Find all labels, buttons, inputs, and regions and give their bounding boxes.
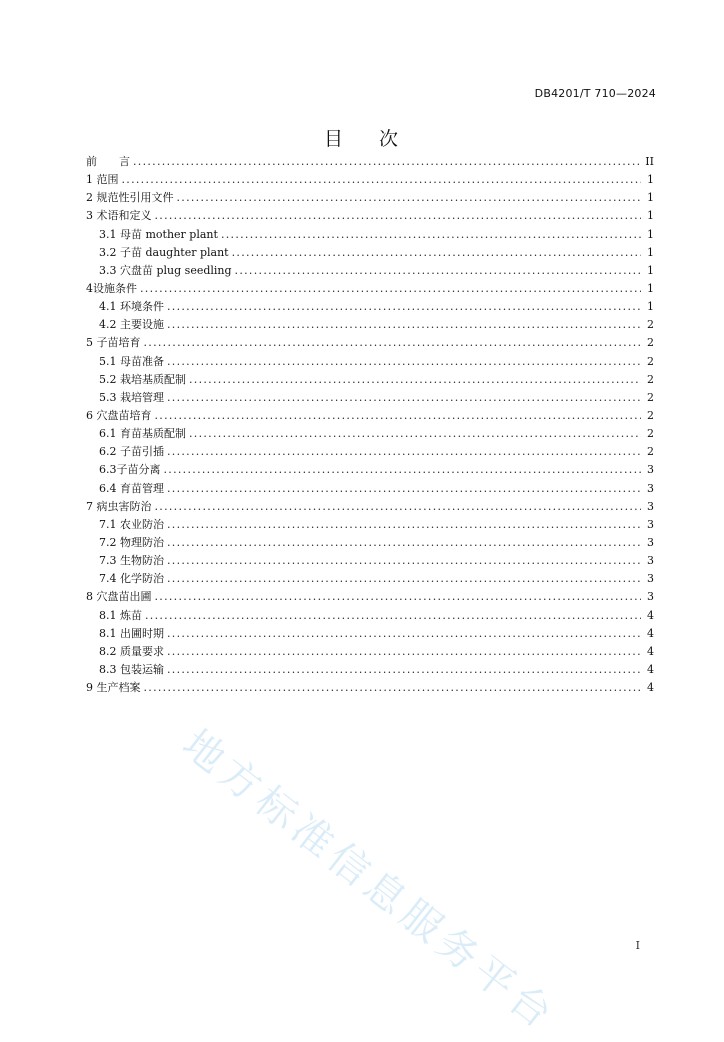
toc-entry[interactable] [86, 516, 654, 534]
toc-leader-dots [167, 625, 641, 643]
toc-entry[interactable] [86, 425, 654, 443]
toc-leader-dots [167, 353, 641, 371]
toc-entry-label: 8.1 炼苗 [99, 608, 142, 622]
toc-leader-dots [167, 570, 641, 588]
toc-entry-page: 3 [647, 481, 654, 495]
toc-entry-label: 5 子苗培育 [86, 336, 141, 350]
toc-entry-page: 3 [647, 517, 654, 531]
toc-entry[interactable] [86, 570, 654, 588]
toc-entry[interactable] [86, 280, 654, 298]
title-char-1: 目 [323, 128, 345, 150]
toc-leader-dots [145, 607, 641, 625]
toc-leader-dots [155, 207, 642, 225]
toc-entry-label: 3.1 母苗 mother plant [99, 227, 218, 241]
toc-entry-page: 3 [647, 463, 654, 477]
toc-entry-label: 6.3子苗分离 [99, 463, 161, 477]
toc-leader-dots [167, 298, 641, 316]
toc-entry-page: 4 [647, 644, 654, 658]
toc-entry-label: 7.2 物理防治 [99, 535, 164, 549]
toc-entry-page: 2 [647, 408, 654, 422]
toc-leader-dots [167, 443, 641, 461]
toc-entry-label: 7.3 生物防治 [99, 554, 164, 568]
toc-entry-label: 5.1 母苗准备 [99, 354, 164, 368]
toc-entry[interactable] [86, 643, 654, 661]
toc-entry[interactable] [86, 461, 654, 479]
toc-entry[interactable] [86, 316, 654, 334]
toc-leader-dots [155, 498, 642, 516]
toc-entry-page: 1 [647, 300, 654, 314]
toc-entry[interactable] [86, 262, 654, 280]
toc-entry-page: 2 [647, 318, 654, 332]
standard-code: DB4201/T 710—2024 [534, 87, 656, 100]
toc-leader-dots [144, 334, 642, 352]
toc-entry[interactable] [86, 153, 654, 171]
toc-entry-page: 2 [647, 372, 654, 386]
toc-leader-dots [144, 679, 642, 697]
toc-entry-label: 3.3 穴盘苗 plug seedling [99, 263, 232, 277]
toc-entry-label: 8.2 质量要求 [99, 644, 164, 658]
toc-entry-page: 3 [647, 535, 654, 549]
watermark: 地方标准信息服务平台 [173, 721, 565, 1041]
toc-entry-page: 1 [647, 245, 654, 259]
page-number: I [635, 939, 640, 952]
toc-entry-page: 4 [647, 608, 654, 622]
toc-entry[interactable] [86, 371, 654, 389]
toc-entry[interactable] [86, 625, 654, 643]
toc-entry-page: 2 [647, 336, 654, 350]
toc-entry-page: 3 [647, 499, 654, 513]
toc-entry-label: 8.1 出圃时期 [99, 626, 164, 640]
toc-entry[interactable] [86, 443, 654, 461]
toc-entry-label: 5.2 栽培基质配制 [99, 372, 186, 386]
toc-entry[interactable] [86, 226, 654, 244]
toc-entry-page: 3 [647, 572, 654, 586]
toc-entry-page: 4 [647, 662, 654, 676]
toc-entry-label: 5.3 栽培管理 [99, 390, 164, 404]
toc-leader-dots [167, 316, 641, 334]
toc-entry-label: 8 穴盘苗出圃 [86, 590, 152, 604]
toc-entry-label: 7 病虫害防治 [86, 499, 152, 513]
toc-entry-label: 2 规范性引用文件 [86, 191, 174, 205]
toc-leader-dots [189, 371, 641, 389]
toc-entry-page: 2 [647, 427, 654, 441]
table-of-contents [86, 153, 654, 697]
toc-leader-dots [167, 480, 641, 498]
toc-leader-dots [167, 643, 641, 661]
toc-leader-dots [164, 461, 642, 479]
toc-entry-page: 1 [647, 173, 654, 187]
toc-entry-page: 3 [647, 554, 654, 568]
toc-entry-label: 7.1 农业防治 [99, 517, 164, 531]
toc-leader-dots [167, 389, 641, 407]
toc-entry[interactable] [86, 480, 654, 498]
toc-entry-label: 7.4 化学防治 [99, 572, 164, 586]
toc-entry[interactable] [86, 244, 654, 262]
toc-entry[interactable] [86, 607, 654, 625]
toc-entry[interactable] [86, 407, 654, 425]
toc-entry-label: 前 言 [86, 155, 130, 168]
toc-entry-page: 1 [647, 209, 654, 223]
toc-leader-dots [167, 534, 641, 552]
toc-entry[interactable] [86, 334, 654, 352]
toc-leader-dots [177, 189, 642, 207]
toc-entry-page: 4 [647, 681, 654, 695]
toc-entry-label: 3 术语和定义 [86, 209, 152, 223]
toc-entry-label: 6 穴盘苗培育 [86, 408, 152, 422]
toc-entry-label: 4设施条件 [86, 281, 137, 295]
toc-entry[interactable] [86, 171, 654, 189]
toc-leader-dots [221, 226, 641, 244]
toc-leader-dots [140, 280, 641, 298]
toc-leader-dots [167, 661, 641, 679]
toc-entry-label: 8.3 包装运输 [99, 662, 164, 676]
toc-leader-dots [167, 552, 641, 570]
toc-entry[interactable] [86, 588, 654, 606]
toc-entry-label: 6.4 育苗管理 [99, 481, 164, 495]
toc-leader-dots [189, 425, 641, 443]
toc-leader-dots [235, 262, 641, 280]
toc-entry-page: 1 [647, 281, 654, 295]
toc-leader-dots [122, 171, 642, 189]
toc-entry-page: 1 [647, 227, 654, 241]
toc-entry[interactable] [86, 534, 654, 552]
toc-entry-page: 2 [647, 445, 654, 459]
toc-entry[interactable] [86, 353, 654, 371]
toc-entry-page: 1 [647, 191, 654, 205]
toc-entry-page: 1 [647, 263, 654, 277]
toc-leader-dots [155, 588, 642, 606]
toc-entry-page: 2 [647, 390, 654, 404]
toc-entry-label: 6.1 育苗基质配制 [99, 427, 186, 441]
toc-entry-label: 4.1 环境条件 [99, 300, 164, 314]
toc-entry[interactable] [86, 498, 654, 516]
toc-entry[interactable] [86, 207, 654, 225]
toc-entry-page: 3 [647, 590, 654, 604]
toc-entry-page: II [645, 155, 654, 168]
toc-leader-dots [133, 153, 641, 171]
toc-entry[interactable] [86, 552, 654, 570]
toc-entry[interactable] [86, 189, 654, 207]
toc-entry[interactable] [86, 389, 654, 407]
toc-leader-dots [232, 244, 641, 262]
toc-entry-label: 9 生产档案 [86, 681, 141, 695]
toc-entry[interactable] [86, 661, 654, 679]
toc-entry-label: 4.2 主要设施 [99, 318, 164, 332]
toc-entry-label: 1 范围 [86, 173, 119, 187]
toc-leader-dots [155, 407, 642, 425]
toc-entry[interactable] [86, 679, 654, 697]
toc-entry-page: 4 [647, 626, 654, 640]
toc-entry-page: 2 [647, 354, 654, 368]
toc-entry-label: 6.2 子苗引插 [99, 445, 164, 459]
toc-leader-dots [167, 516, 641, 534]
title-char-2: 次 [379, 128, 401, 150]
toc-entry[interactable] [86, 298, 654, 316]
toc-entry-label: 3.2 子苗 daughter plant [99, 245, 229, 259]
page-title [0, 124, 724, 151]
